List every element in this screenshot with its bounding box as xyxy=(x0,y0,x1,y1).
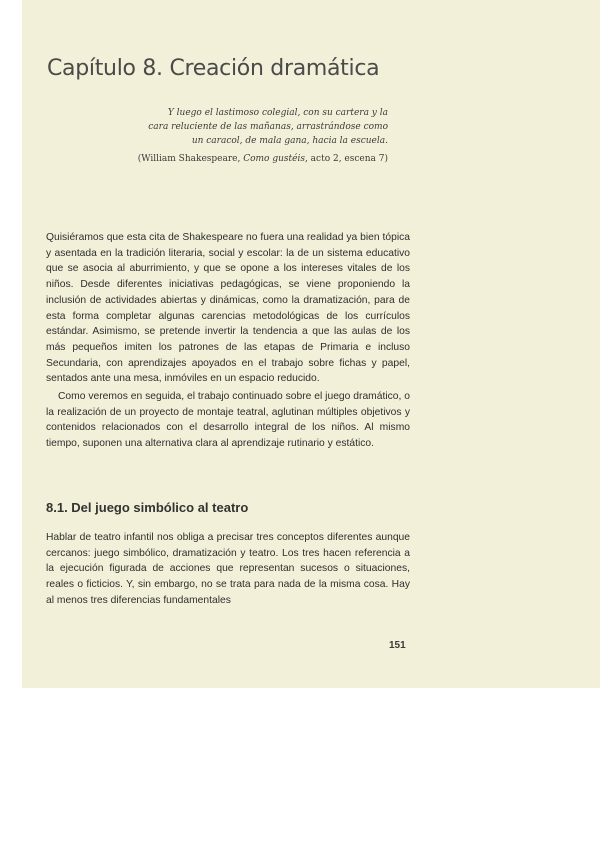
section-title: 8.1. Del juego simbólico al teatro xyxy=(46,500,249,515)
intro-text xyxy=(46,230,410,452)
chapter-title: Capítulo 8. Creación dramática xyxy=(47,56,380,81)
section-text xyxy=(46,530,410,609)
section-paragraph-1: Hablar de teatro infantil nos obliga a precisar tres conceptos diferentes aunque cercanos: juego simbólico, dramatización y teatro. Los tres hacen referencia a la ejecución figurada de acciones que representan sucesos o situaciones, reales o ficticios. Y, sin embargo, no se trata para nada de la misma cosa. Hay al menos tres diferencias fundamentales xyxy=(46,532,410,606)
intro-paragraph-1: Quisiéramos que esta cita de Shakespeare no fuera una realidad ya bien tópica y asentada en la tradición literaria, social y escolar: la de un sistema educativo que se asocia al aburrimiento, y que se opone a los intereses vitales de los niños. Desde diferentes iniciativas pedagógicas, se viene proponiendo la inclusión de actividades abiertas y dinámicas, como la dramatización, para de esta forma completar algunas carencias metodológicas de los currículos estándar. Asimismo, se pretende invertir la tendencia a que las aulas de los más pequeños imiten los patrones de las etapas de Primaria e incluso Secundaria, con aprendizajes apoyados en el trabajo sobre fichas y papel, sentados ante una mesa, inmóviles en un espacio reducido. xyxy=(46,232,410,385)
book-page xyxy=(22,0,600,688)
epigraph-attribution xyxy=(128,152,388,166)
epigraph-line: un caracol, de mala gana, hacia la escuela. xyxy=(191,136,388,146)
page-number: 151 xyxy=(389,640,406,651)
epigraph xyxy=(128,106,388,166)
attribution-prefix: (William Shakespeare, xyxy=(137,154,244,164)
attribution-work: Como gustéis xyxy=(243,154,305,164)
epigraph-line: cara reluciente de las mañanas, arrastrándose como xyxy=(148,122,388,132)
intro-paragraph-2: Como veremos en seguida, el trabajo continuado sobre el juego dramático, o la realización de un proyecto de montaje teatral, aglutinan múltiples objetivos y contenidos relacionados con el desarrollo integral de los niños. Al mismo tiempo, suponen una alternativa clara al aprendizaje rutinario y estático. xyxy=(46,391,410,450)
attribution-suffix: , acto 2, escena 7) xyxy=(304,154,388,164)
epigraph-line: Y luego el lastimoso colegial, con su cartera y la xyxy=(167,108,388,118)
